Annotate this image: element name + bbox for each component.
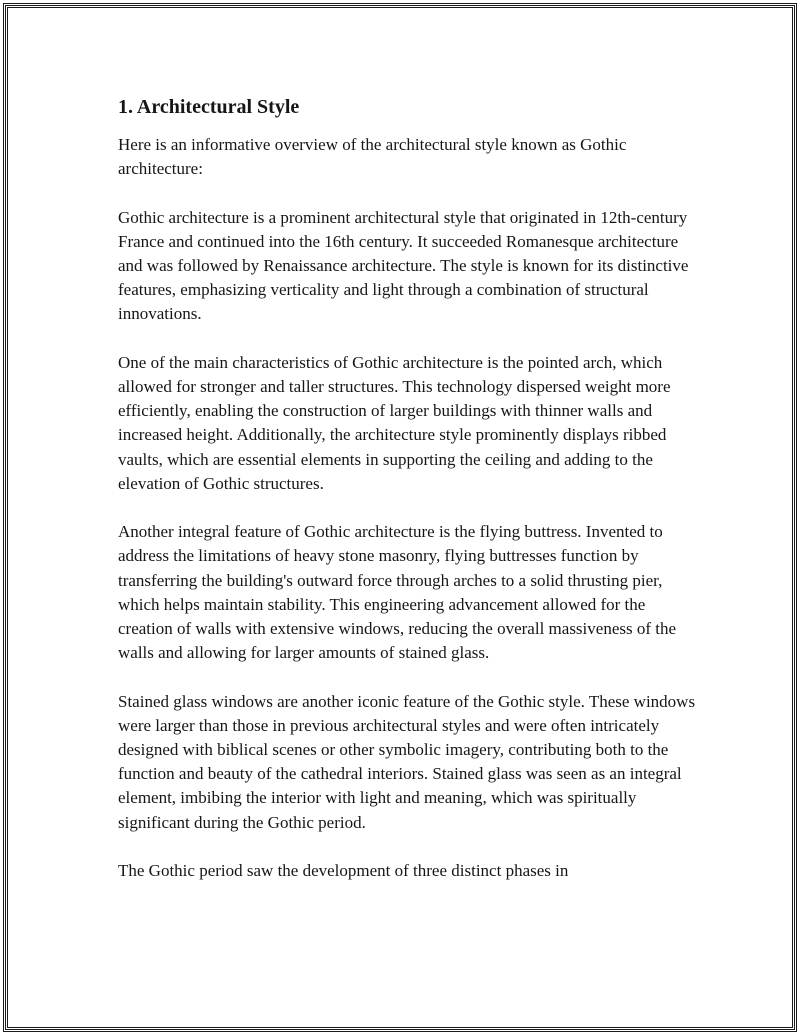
paragraph-origins: Gothic architecture is a prominent architectural style that originated in 12th-century France and continued into the 16th century. It succeeded Romanesque architecture and was followed by Renaissance architecture. The style is known for its distinctive features, emphasizing verticality and light through a combination of structural innovations. xyxy=(118,207,689,324)
paragraph-intro: Here is an informative overview of the architectural style known as Gothic architecture: xyxy=(118,135,627,179)
document-body xyxy=(118,93,696,907)
section-heading: 1. Architectural Style xyxy=(118,96,300,118)
paragraph-phases: The Gothic period saw the development of three distinct phases in xyxy=(118,861,569,881)
paragraph-flying-buttress: Another integral feature of Gothic architecture is the flying buttress. Invented to address the limitations of heavy stone masonry, flying buttresses function by transferring the building's outward force through arches to a solid thrusting pier, which helps maintain stability. This engineering advancement allowed for the creation of walls with extensive windows, reducing the overall massiveness of the walls and allowing for larger amounts of stained glass. xyxy=(118,522,677,663)
paragraph-pointed-arch: One of the main characteristics of Gothic architecture is the pointed arch, which allowed for stronger and taller structures. This technology dispersed weight more efficiently, enabling the construction of larger buildings with thinner walls and increased height. Additionally, the architecture style prominently displays ribbed vaults, which are essential elements in supporting the ceiling and adding to the elevation of Gothic structures. xyxy=(118,352,671,493)
paragraph-stained-glass: Stained glass windows are another iconic feature of the Gothic style. These windows were larger than those in previous architectural styles and were often intricately designed with biblical scenes or other symbolic imagery, contributing both to the function and beauty of the cathedral interiors. Stained glass was seen as an integral element, imbibing the interior with light and meaning, which was spiritually significant during the Gothic period. xyxy=(118,691,696,832)
